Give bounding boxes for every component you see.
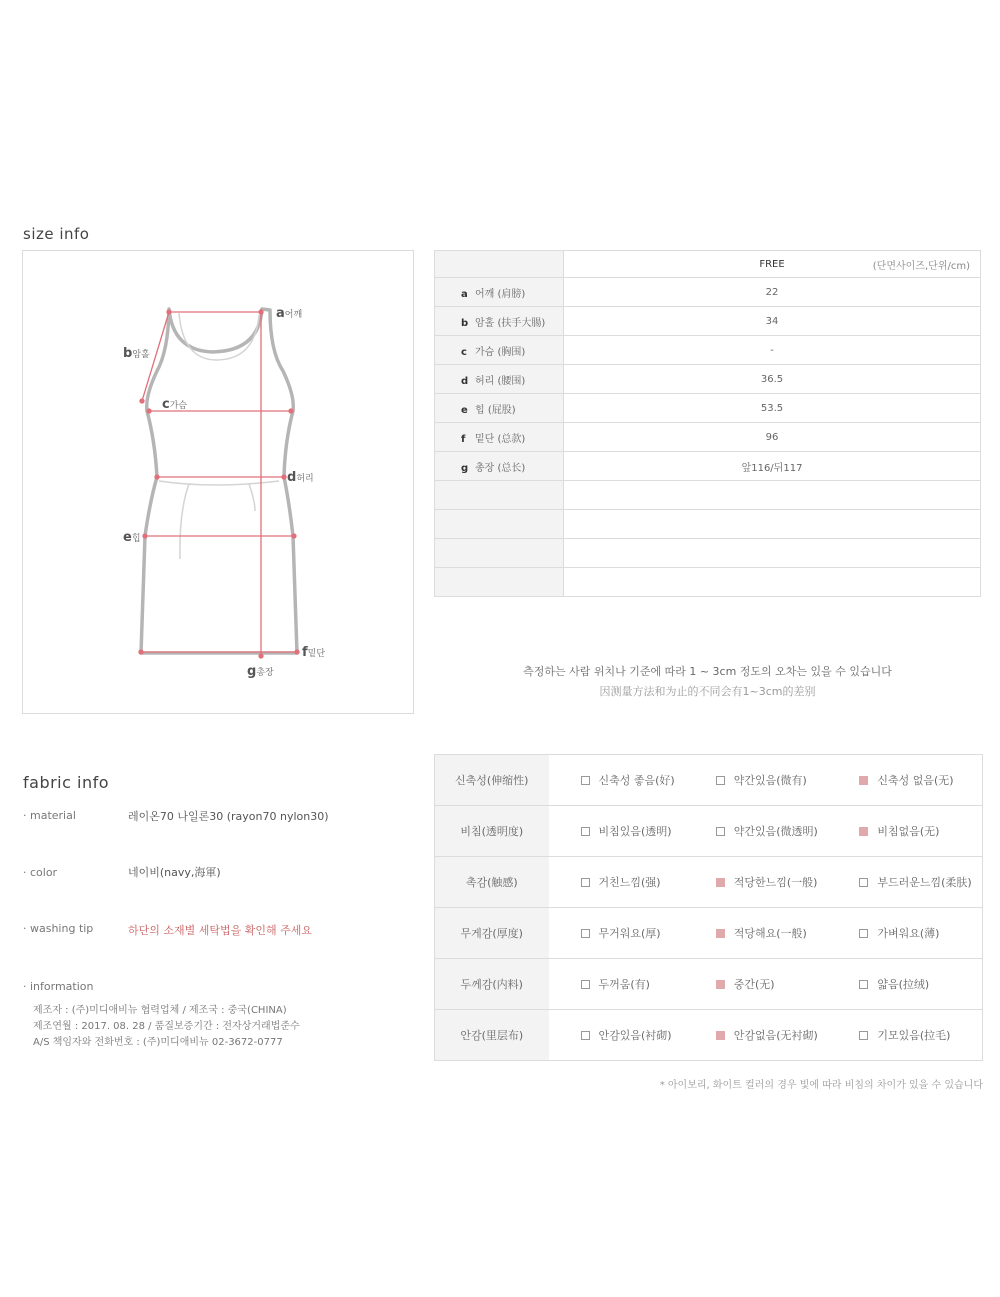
attribute-option bbox=[827, 806, 982, 857]
dress-pocket-line-2 bbox=[249, 484, 255, 511]
washing-tip-label: · washing tip bbox=[23, 922, 94, 935]
option-label: 얇음(拉绒) bbox=[877, 978, 930, 991]
size-row-empty bbox=[435, 481, 981, 510]
attribute-option bbox=[827, 908, 982, 959]
fabric-attribute-row bbox=[435, 1010, 983, 1061]
attribute-option bbox=[549, 959, 684, 1010]
attribute-option bbox=[549, 806, 684, 857]
attribute-category: 안감(里层布) bbox=[435, 1010, 549, 1061]
checkbox-unchecked-icon bbox=[581, 827, 590, 836]
color-value: 네이비(navy,海軍) bbox=[128, 866, 221, 879]
size-row-label: 밑단 (总款) bbox=[475, 433, 526, 445]
checkbox-unchecked-icon bbox=[859, 980, 868, 989]
option-label: 거친느낌(强) bbox=[598, 876, 661, 889]
option-label: 약간있음(微透明) bbox=[733, 825, 818, 838]
option-label: 비침없음(无) bbox=[877, 825, 940, 838]
fabric-attribute-row bbox=[435, 959, 983, 1010]
checkbox-unchecked-icon bbox=[859, 878, 868, 887]
attribute-option bbox=[684, 755, 828, 806]
size-row-value: 36.5 bbox=[564, 365, 981, 394]
size-row-value: 96 bbox=[564, 423, 981, 452]
size-row-value: 34 bbox=[564, 307, 981, 336]
attribute-option bbox=[827, 755, 982, 806]
checkbox-checked-icon bbox=[716, 1031, 725, 1040]
option-label: 가벼워요(薄) bbox=[877, 927, 940, 940]
option-label: 기모있음(拉毛) bbox=[877, 1029, 951, 1042]
material-value: 레이온70 나일론30 (rayon70 nylon30) bbox=[128, 810, 329, 823]
measurement-note-ko: 측정하는 사람 위치나 기준에 따라 1 ~ 3cm 정도의 오차는 있을 수 있습니다 bbox=[523, 665, 892, 678]
checkbox-unchecked-icon bbox=[716, 827, 725, 836]
attribute-option bbox=[684, 806, 828, 857]
size-row-letter: c bbox=[461, 346, 467, 358]
fabric-attribute-row bbox=[435, 857, 983, 908]
attribute-option bbox=[684, 959, 828, 1010]
label-c: c가슴 bbox=[162, 397, 188, 412]
size-row-label: 암홀 (扶手大腸) bbox=[475, 317, 546, 329]
checkbox-checked-icon bbox=[716, 980, 725, 989]
label-f: f밑단 bbox=[302, 645, 326, 660]
washing-tip-value: 하단의 소재별 세탁법을 확인해 주세요 bbox=[128, 924, 313, 937]
fabric-attribute-row bbox=[435, 755, 983, 806]
fabric-info-title: fabric info bbox=[23, 773, 110, 792]
option-label: 신축성 없음(无) bbox=[877, 774, 954, 787]
information-line: A/S 책임자와 전화번호 : (주)미디애비뉴 02-3672-0777 bbox=[33, 1037, 283, 1048]
information-line: 제조자 : (주)미디애비뉴 협력업체 / 제조국 : 중국(CHINA) bbox=[33, 1005, 287, 1016]
checkbox-unchecked-icon bbox=[716, 776, 725, 785]
attribute-option bbox=[549, 857, 684, 908]
size-row-label: 허리 (腰围) bbox=[475, 375, 526, 387]
size-row bbox=[435, 394, 981, 423]
attribute-option bbox=[827, 857, 982, 908]
size-row-label: 어깨 (肩膀) bbox=[475, 288, 526, 300]
checkbox-checked-icon bbox=[716, 929, 725, 938]
label-d: d허리 bbox=[287, 470, 314, 485]
attribute-option bbox=[684, 1010, 828, 1061]
size-info-title: size info bbox=[23, 225, 90, 243]
size-row-letter: f bbox=[461, 433, 466, 445]
attribute-category: 촉감(触感) bbox=[435, 857, 549, 908]
checkbox-unchecked-icon bbox=[581, 776, 590, 785]
option-label: 적당해요(一般) bbox=[733, 927, 807, 940]
label-g: g총장 bbox=[247, 664, 274, 679]
size-row-letter: d bbox=[461, 375, 469, 387]
size-row-value: 53.5 bbox=[564, 394, 981, 423]
information-line: 제조연월 : 2017. 08. 28 / 품질보증기간 : 전자상거래법준수 bbox=[33, 1021, 300, 1032]
option-label: 적당한느낌(一般) bbox=[733, 876, 818, 889]
size-row-letter: e bbox=[461, 404, 468, 416]
option-label: 두꺼움(有) bbox=[598, 978, 650, 991]
size-row bbox=[435, 365, 981, 394]
size-row bbox=[435, 336, 981, 365]
attribute-option bbox=[684, 857, 828, 908]
size-row-label: 총장 (总长) bbox=[475, 462, 526, 474]
checkbox-checked-icon bbox=[716, 878, 725, 887]
fabric-note: * 아이보리, 화이트 컬러의 경우 빛에 따라 비침의 차이가 있을 수 있습니다 bbox=[659, 1080, 983, 1091]
checkbox-checked-icon bbox=[859, 776, 868, 785]
fabric-attribute-row bbox=[435, 806, 983, 857]
option-label: 신축성 좋음(好) bbox=[598, 774, 675, 787]
size-row bbox=[435, 278, 981, 307]
checkbox-unchecked-icon bbox=[581, 878, 590, 887]
attribute-category: 무게감(厚度) bbox=[435, 908, 549, 959]
size-row-label: 힙 (屁股) bbox=[475, 404, 516, 416]
size-row-value: 앞116/뒤117 bbox=[564, 452, 981, 481]
size-row-empty bbox=[435, 510, 981, 539]
attribute-category: 신축성(伸缩性) bbox=[435, 755, 549, 806]
information-label: · information bbox=[23, 980, 94, 993]
option-label: 무거워요(厚) bbox=[598, 927, 661, 940]
checkbox-unchecked-icon bbox=[581, 929, 590, 938]
attribute-category: 두께감(内料) bbox=[435, 959, 549, 1010]
fabric-attribute-row bbox=[435, 908, 983, 959]
color-label: · color bbox=[23, 866, 58, 879]
option-label: 안감있음(衬砌) bbox=[598, 1029, 672, 1042]
size-row-label: 가슴 (胸围) bbox=[475, 346, 526, 358]
size-row-letter: b bbox=[461, 317, 469, 329]
attribute-option bbox=[827, 1010, 982, 1061]
attribute-category: 비침(透明度) bbox=[435, 806, 549, 857]
size-row bbox=[435, 452, 981, 481]
size-row-value: 22 bbox=[564, 278, 981, 307]
attribute-option bbox=[549, 755, 684, 806]
size-free-label: FREE bbox=[759, 258, 785, 270]
checkbox-unchecked-icon bbox=[859, 929, 868, 938]
unit-note: (단면사이즈,단위/cm) bbox=[872, 261, 970, 272]
material-label: · material bbox=[23, 809, 76, 822]
label-e: e힙 bbox=[123, 530, 141, 545]
size-row-empty bbox=[435, 568, 981, 597]
option-label: 약간있음(微有) bbox=[733, 774, 807, 787]
size-row bbox=[435, 307, 981, 336]
attribute-option bbox=[549, 908, 684, 959]
size-row bbox=[435, 423, 981, 452]
option-label: 중간(无) bbox=[733, 978, 775, 991]
size-row-letter: g bbox=[461, 462, 469, 474]
attribute-option bbox=[549, 1010, 684, 1061]
label-b: b암홀 bbox=[123, 346, 150, 361]
fabric-attributes-table bbox=[434, 754, 983, 1061]
dress-pocket-line bbox=[180, 484, 189, 559]
checkbox-unchecked-icon bbox=[859, 1031, 868, 1040]
checkbox-unchecked-icon bbox=[581, 1031, 590, 1040]
checkbox-checked-icon bbox=[859, 827, 868, 836]
size-table bbox=[434, 250, 981, 597]
measurement-note-cn: 因测量方法和为止的不同会有1~3cm的差别 bbox=[599, 685, 816, 698]
size-row-empty bbox=[435, 539, 981, 568]
dress-diagram bbox=[22, 250, 414, 714]
checkbox-unchecked-icon bbox=[581, 980, 590, 989]
attribute-option bbox=[827, 959, 982, 1010]
dress-diagram-svg bbox=[23, 251, 415, 715]
size-row-letter: a bbox=[461, 288, 468, 300]
size-table-header bbox=[435, 251, 981, 278]
size-row-value: - bbox=[564, 336, 981, 365]
option-label: 비침있음(透明) bbox=[598, 825, 672, 838]
option-label: 부드러운느낌(柔肤) bbox=[877, 876, 972, 889]
option-label: 안감없음(无衬砌) bbox=[733, 1029, 818, 1042]
attribute-option bbox=[684, 908, 828, 959]
label-a: a어깨 bbox=[276, 306, 303, 321]
